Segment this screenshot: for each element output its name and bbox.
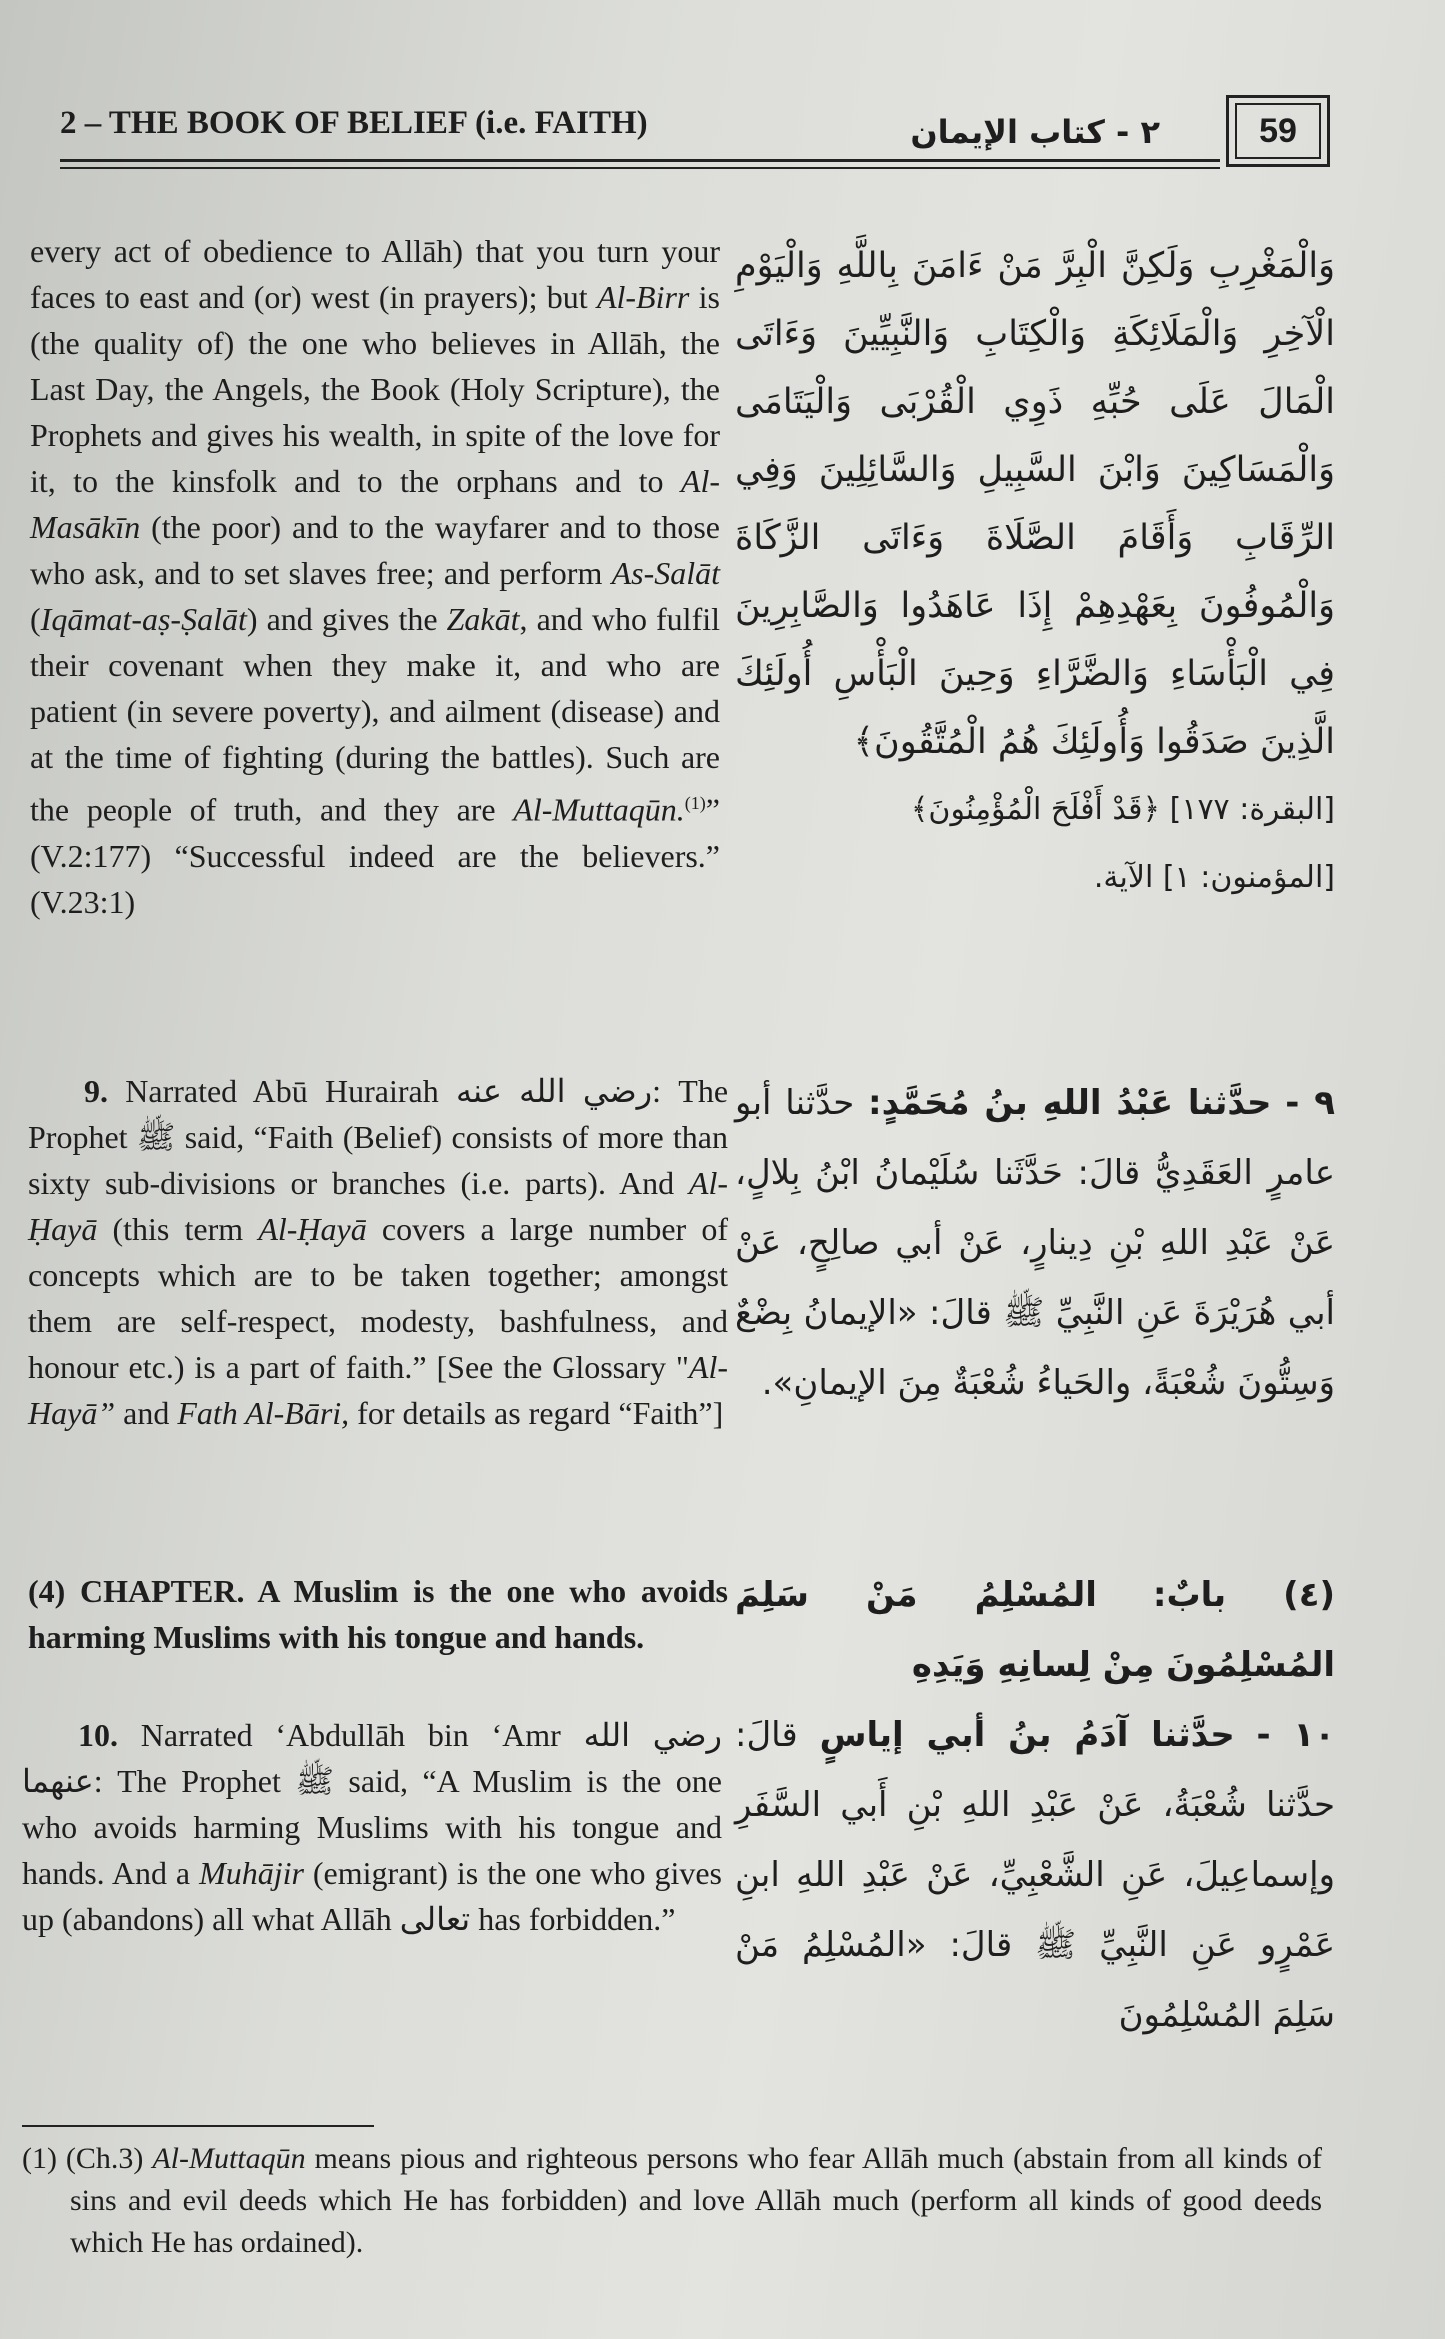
quran-text: وَالْمَغْرِبِ وَلَكِنَّ الْبِرَّ مَنْ ءَامَنَ بِاللَّهِ وَالْيَوْمِ الْآخِرِ وَالْمَلَائِكَةِ وَالْكِتَابِ وَالنَّبِيِّينَ وَءَاتَى الْمَالَ عَلَى حُبِّهِ ذَوِي الْقُرْبَى وَالْيَتَامَى وَالْمَسَاكِينَ وَابْنَ السَّبِيلِ وَالسَّائِلِينَ وَفِي الرِّقَابِ وَأَقَامَ الصَّلَاةَ وَءَاتَى الزَّكَاةَ وَالْمُوفُونَ بِعَهْدِهِمْ إِذَا عَاهَدُوا وَالصَّابِرِينَ فِي الْبَأْسَاءِ وَالضَّرَّاءِ وَحِينَ الْبَأْسِ أُولَئِكَ الَّذِينَ صَدَقُوا وَأُولَئِكَ هُمُ الْمُتَّقُونَ﴾ [735,246,1335,762]
hadith-9-english: 9. Narrated Abū Hurairah رضي الله عنه: The Prophet ﷺ said, “Faith (Belief) consists of more than sixty sub-divisions or branches (i.e. parts). And Al-Ḥayā (this term Al-Ḥayā covers a large number of concepts which are to be taken together; amongst them are self-respect, modesty, bashfulness, and honour etc.) is a part of faith.” [See the Glossary "Al-Hayā” and Fath Al-Bāri, for details as regard “Faith”] [28,1073,729,1431]
header-rule [60,159,1220,162]
footnote-marker: (1) [684,793,706,813]
page-header [60,95,1330,185]
hadith-10-arabic: ١٠ - حدَّثنا آدَمُ بنُ أبي إياسٍ قالَ: حدَّثنا شُعْبَةُ، عَنْ عَبْدِ اللهِ بْنِ أَبي السَّفَرِ وإسماعِيلَ، عَنِ الشَّعْبِيِّ، عَنْ عَبْدِ اللهِ ابنِ عَمْرٍو عَنِ النَّبِيِّ ﷺ قالَ: «المُسْلِمُ مَنْ سَلِمَ المُسْلِمُونَ [735,1715,1335,2035]
hadith-chain-opening: حدَّثنا آدَمُ بنُ أبي إياسٍ [819,1715,1235,1755]
hadith-10-english: 10. Narrated ‘Abdullāh bin ‘Amr رضي الله عنهما: The Prophet ﷺ said, “A Muslim is the one who avoids harming Muslims with his tongue and hands. And a Muhājir (emigrant) is the one who gives up (abandons) all what Allāh تعالى has forbidden.” [22,1717,723,1937]
hadith-chain-opening: حدَّثنا عَبْدُ اللهِ بنُ مُحَمَّدٍ: [868,1083,1272,1123]
chapter-4-heading-arabic: (٤) بابٌ: المُسْلِمُ مَنْ سَلِمَ المُسْلِمُونَ مِنْ لِسانِهِ وَيَدِهِ [735,1575,1336,1685]
hadith-number: 9. [84,1073,108,1109]
footnote: (1) (Ch.3) Al-Muttaqūn means pious and righteous persons who fear Allāh much (abstain from all kinds of sins and evil deeds which He has forbidden) and love Allāh much (perform all kinds of good deeds which He has ordained). [22,2142,1322,2259]
verse-english: every act of obedience to Allāh) that you turn your faces to east and (or) west (in prayers); but Al-Birr is (the quality of) the one who believes in Allāh, the Last Day, the Angels, the Book (Holy Scripture), the Prophets and gives his wealth, in spite of the love for it, to the kinsfolk and to the orphans and to Al-Masākīn (the poor) and to the wayfarer and to those who ask, and to set slaves free; and perform As-Salāt (Iqāmat-aṣ-Ṣalāt) and gives the Zakāt, and who fulfil their covenant when they make it, and who are patient (in severe poverty), and ailment (disease) and at the time of fighting (during the battles). Such are the people of truth, and they are Al-Muttaqūn.$^{(1)}$” (V.2:177) “Successful indeed are the believers.” (V.23:1) [30,233,721,920]
footnote-divider [22,2125,374,2127]
quran-reference-2: [المؤمنون: ١] الآية. [1093,860,1335,895]
hadith-9-arabic: ٩ - حدَّثنا عَبْدُ اللهِ بنُ مُحَمَّدٍ: حدَّثنا أبو عامرٍ العَقَدِيُّ قالَ: حَدَّثَنا سُلَيْمانُ ابْنُ بِلالٍ، عَنْ عَبْدِ اللهِ بْنِ دِينارٍ، عَنْ أبي صالِحٍ، عَنْ أبي هُرَيْرَةَ عَنِ النَّبِيِّ ﷺ قالَ: «الإيمانُ بِضْعٌ وَسِتُّونَ شُعْبَةً، والحَياءُ شُعْبَةٌ مِنَ الإيمانِ». [735,1083,1335,1403]
header-rule-thin [60,167,1220,169]
page-number: 59 [1235,103,1321,159]
chapter-title-arabic: ٢ - كتاب الإيمان [910,113,1160,151]
verse-arabic [735,232,1335,912]
hadith-number: 10. [78,1717,118,1753]
chapter-title-english: 2 – THE BOOK OF BELIEF (i.e. FAITH) [60,105,648,141]
page-number-box [1226,95,1330,167]
chapter-4-heading-english: (4) CHAPTER. A Muslim is the one who avoids harming Muslims with his tongue and hands. [28,1573,728,1655]
quran-reference-1: [البقرة: ١٧٧] ﴿قَدْ أَفْلَحَ الْمُؤْمِنُونَ﴾ [910,792,1335,827]
